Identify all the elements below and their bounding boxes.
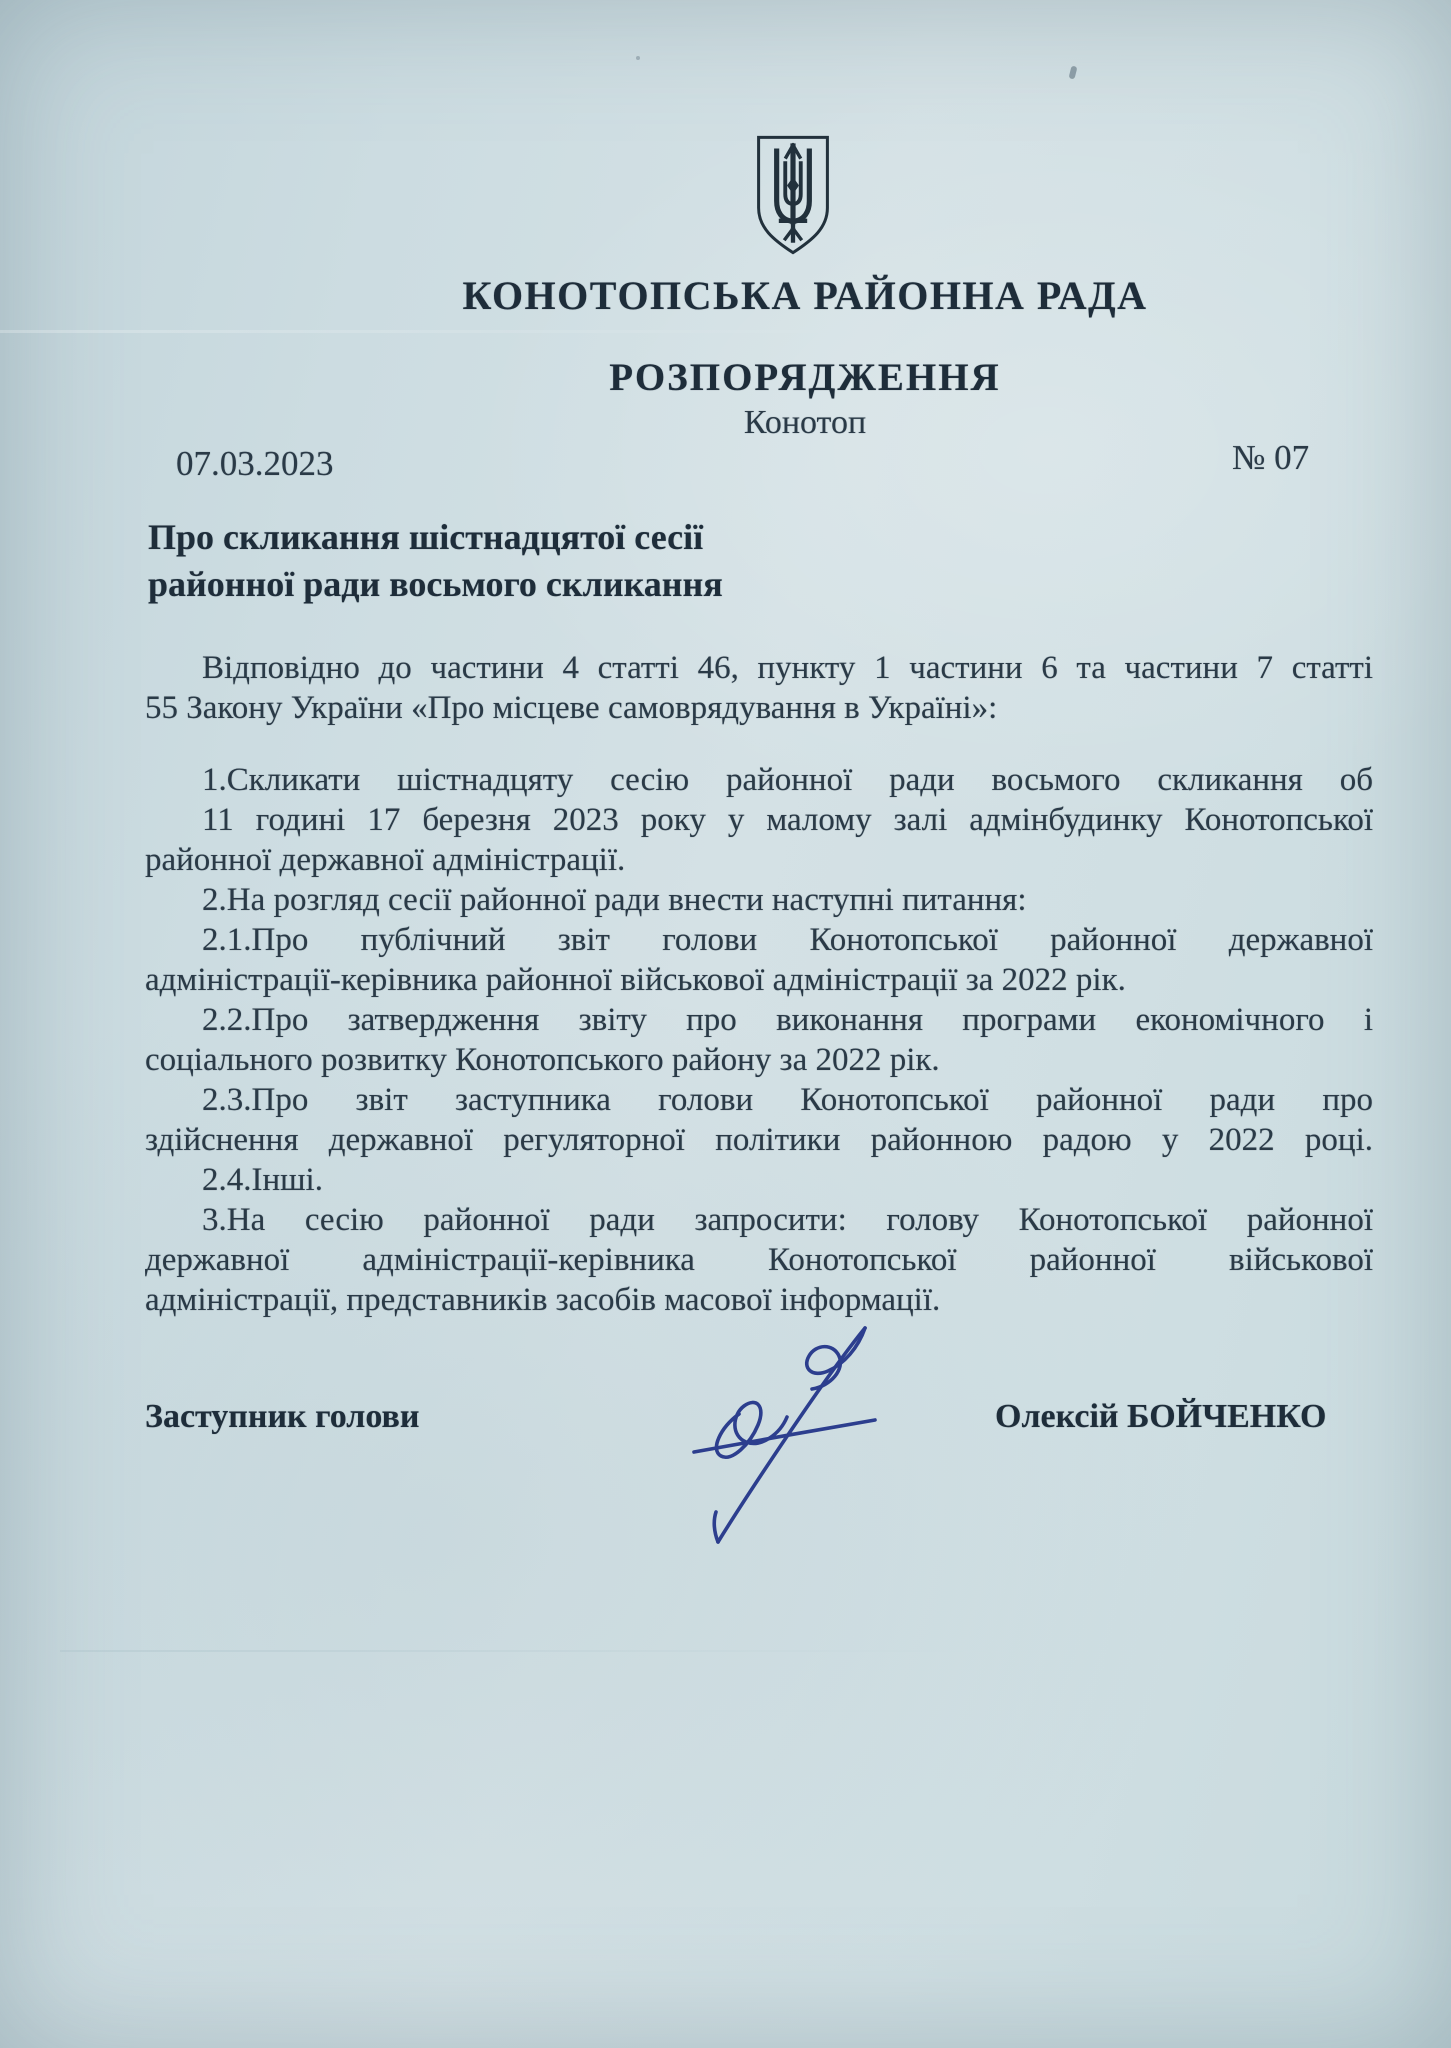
document-place: Конотоп	[743, 404, 867, 441]
body-line: 2.На розгляд сесії районної ради внести наступні питання:	[202, 882, 1027, 918]
body-line-gap	[145, 728, 1373, 760]
paper-crease	[0, 330, 1451, 333]
body-line: 2.4.Інші.	[202, 1162, 323, 1198]
paper-speck	[636, 56, 640, 60]
body-line: 2.2.Про затвердження звіту про виконання програми економічного і	[202, 1002, 1373, 1038]
signatory-name: Олексій БОЙЧЕНКО	[995, 1398, 1327, 1435]
body-line: державної адміністрації-керівника Конотопської районної військової	[145, 1242, 1373, 1278]
body-line: 3.На сесію районної ради запросити: голову Конотопської районної	[202, 1202, 1373, 1238]
body-line: 2.1.Про публічний звіт голови Конотопської районної державної	[202, 922, 1373, 958]
subject-line-1: Про скликання шістнадцятої сесії	[148, 517, 704, 557]
body-line: 55 Закону України «Про місцеве самоврядування в Україні»:	[145, 690, 998, 726]
document-type-title: РОЗПОРЯДЖЕННЯ	[609, 356, 1001, 399]
ukraine-trident-emblem-icon	[750, 130, 836, 260]
organization-name: КОНОТОПСЬКА РАЙОННА РАДА	[462, 273, 1148, 318]
body-line: адміністрації-керівника районної військової адміністрації за 2022 рік.	[145, 962, 1126, 998]
body-text	[145, 648, 1373, 1320]
signatory-role: Заступник голови	[145, 1398, 420, 1435]
paper-speck	[1069, 65, 1078, 79]
body-line: адміністрації, представників засобів масової інформації.	[145, 1282, 941, 1318]
body-line: соціального розвитку Конотопського району за 2022 рік.	[145, 1042, 940, 1078]
paper-crease	[60, 1650, 1360, 1652]
body-line: 1.Скликати шістнадцяту сесію районної ради восьмого скликання об	[202, 762, 1373, 798]
document-subject	[148, 514, 723, 608]
subject-line-2: районної ради восьмого скликання	[148, 564, 723, 604]
body-line: Відповідно до частини 4 статті 46, пункту 1 частини 6 та частини 7 статті	[202, 650, 1373, 686]
body-line: 2.3.Про звіт заступника голови Конотопської районної ради про	[202, 1082, 1373, 1118]
document-date: 07.03.2023	[176, 444, 334, 483]
body-line: здійснення державної регуляторної політики районною радою у 2022 році.	[145, 1122, 1373, 1158]
body-line: 11 годині 17 березня 2023 року у малому залі адмінбудинку Конотопської	[202, 802, 1373, 838]
handwritten-signature	[618, 1316, 892, 1548]
body-line: районної державної адміністрації.	[145, 842, 626, 878]
document-number: № 07	[1232, 438, 1310, 477]
